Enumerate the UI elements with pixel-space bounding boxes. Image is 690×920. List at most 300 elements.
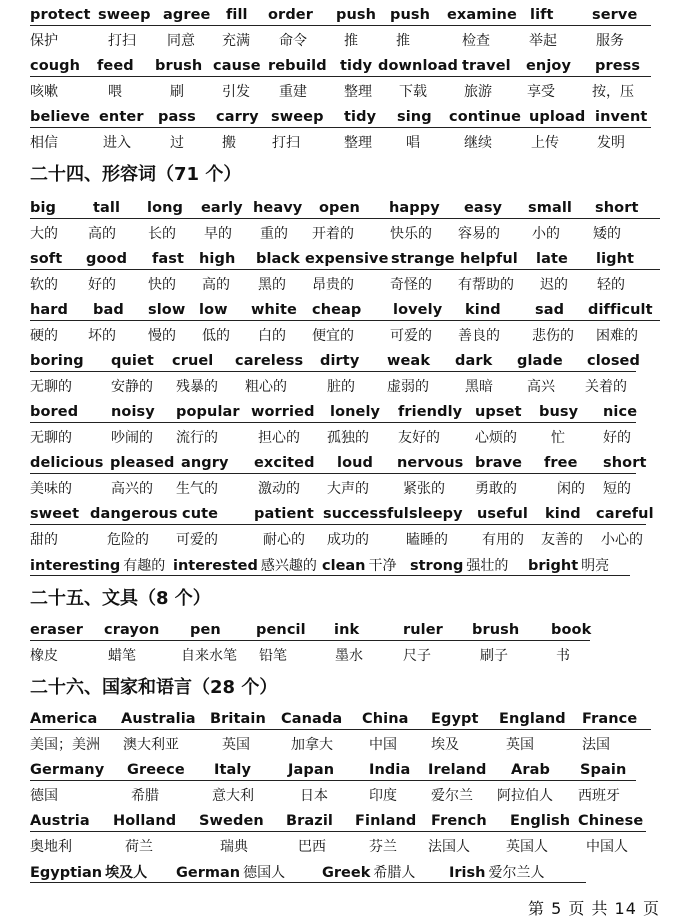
english-word: light bbox=[596, 251, 635, 267]
english-word: quiet bbox=[111, 353, 154, 369]
english-word-row bbox=[0, 4, 690, 26]
english-word: slow bbox=[148, 302, 186, 318]
chinese-meaning: 英国 bbox=[222, 737, 250, 753]
english-word: short bbox=[603, 455, 647, 471]
chinese-meaning: 法国人 bbox=[428, 839, 470, 855]
chinese-meaning: 英国 bbox=[506, 737, 534, 753]
chinese-meaning: 上传 bbox=[531, 135, 559, 151]
english-word: order bbox=[268, 7, 313, 23]
english-word: Germany bbox=[30, 762, 105, 778]
chinese-meaning: 埃及 bbox=[431, 737, 459, 753]
english-word: open bbox=[319, 200, 360, 216]
chinese-meaning: 印度 bbox=[369, 788, 397, 804]
chinese-meaning: 推 bbox=[344, 33, 358, 49]
english-word: Spain bbox=[580, 762, 627, 778]
chinese-meaning: 白的 bbox=[258, 328, 286, 344]
chinese-meaning: 吵闹的 bbox=[111, 430, 153, 446]
chinese-meaning: 下载 bbox=[399, 84, 427, 100]
english-word: Ireland bbox=[428, 762, 487, 778]
chinese-meaning: 充满 bbox=[222, 33, 250, 49]
chinese-meaning: 重的 bbox=[260, 226, 288, 242]
chinese-meaning: 长的 bbox=[148, 226, 176, 242]
chinese-meaning: 高的 bbox=[202, 277, 230, 293]
english-word: tidy bbox=[344, 109, 377, 125]
english-word: eraser bbox=[30, 622, 83, 638]
chinese-meaning: 有帮助的 bbox=[458, 277, 514, 293]
chinese-meaning: 快的 bbox=[148, 277, 176, 293]
english-word: late bbox=[536, 251, 568, 267]
chinese-meaning: 享受 bbox=[527, 84, 555, 100]
chinese-meaning: 成功的 bbox=[327, 532, 369, 548]
english-word: ruler bbox=[403, 622, 443, 638]
english-word: easy bbox=[464, 200, 503, 216]
chinese-meaning: 关着的 bbox=[585, 379, 627, 395]
chinese-meaning: 希腊 bbox=[131, 788, 159, 804]
chinese-meaning: 法国 bbox=[582, 737, 610, 753]
chinese-meaning: 咳嗽 bbox=[30, 84, 58, 100]
english-word: Greek bbox=[322, 865, 371, 881]
chinese-meaning: 高的 bbox=[88, 226, 116, 242]
english-word: Egyptian bbox=[30, 865, 103, 881]
word-pair bbox=[173, 554, 317, 577]
chinese-meaning-row bbox=[0, 785, 690, 807]
page-number: 第 5 页 共 14 页 bbox=[528, 899, 660, 918]
word-pair bbox=[410, 554, 508, 577]
chinese-meaning: 慢的 bbox=[148, 328, 176, 344]
english-word-row bbox=[0, 810, 690, 832]
english-word: cough bbox=[30, 58, 81, 74]
english-word: feed bbox=[97, 58, 134, 74]
chinese-meaning: 德国人 bbox=[243, 865, 286, 881]
chinese-meaning: 迟的 bbox=[540, 277, 568, 293]
english-word: pleased bbox=[110, 455, 175, 471]
english-word: closed bbox=[587, 353, 640, 369]
english-word: book bbox=[551, 622, 592, 638]
english-word-row bbox=[0, 401, 690, 423]
english-word: kind bbox=[545, 506, 581, 522]
english-word: sweep bbox=[271, 109, 324, 125]
chinese-meaning: 荷兰 bbox=[125, 839, 153, 855]
chinese-meaning: 刷 bbox=[170, 84, 184, 100]
chinese-meaning: 希腊人 bbox=[373, 865, 416, 881]
chinese-meaning: 友善的 bbox=[541, 532, 583, 548]
chinese-meaning: 搬 bbox=[222, 135, 236, 151]
chinese-meaning: 蜡笔 bbox=[108, 648, 136, 664]
chinese-meaning: 大声的 bbox=[327, 481, 369, 497]
chinese-meaning: 奥地利 bbox=[30, 839, 72, 855]
english-word: free bbox=[544, 455, 578, 471]
chinese-meaning: 无聊的 bbox=[30, 379, 72, 395]
english-word: Chinese bbox=[578, 813, 644, 829]
chinese-meaning: 闲的 bbox=[557, 481, 585, 497]
english-word: difficult bbox=[588, 302, 653, 318]
english-word: India bbox=[369, 762, 411, 778]
section-heading: 二十四、形容词（71 个） bbox=[30, 164, 242, 185]
english-word: clean bbox=[322, 558, 366, 574]
chinese-meaning: 矮的 bbox=[593, 226, 621, 242]
english-word: small bbox=[528, 200, 572, 216]
chinese-meaning: 重建 bbox=[279, 84, 307, 100]
word-pair bbox=[176, 861, 285, 884]
english-word: enjoy bbox=[526, 58, 572, 74]
chinese-meaning: 硬的 bbox=[30, 328, 58, 344]
english-word: press bbox=[595, 58, 641, 74]
english-word: worried bbox=[251, 404, 315, 420]
english-word: strange bbox=[391, 251, 455, 267]
english-word: cheap bbox=[312, 302, 362, 318]
word-pair bbox=[528, 554, 609, 577]
chinese-meaning: 友好的 bbox=[398, 430, 440, 446]
word-pair bbox=[449, 861, 544, 884]
chinese-meaning: 巴西 bbox=[298, 839, 326, 855]
chinese-meaning: 担心的 bbox=[258, 430, 300, 446]
chinese-meaning: 中国 bbox=[369, 737, 397, 753]
chinese-meaning: 自来水笔 bbox=[181, 648, 237, 664]
english-word: black bbox=[256, 251, 300, 267]
chinese-meaning: 阿拉伯人 bbox=[497, 788, 553, 804]
chinese-meaning: 芬兰 bbox=[369, 839, 397, 855]
chinese-meaning: 坏的 bbox=[88, 328, 116, 344]
english-word: pencil bbox=[256, 622, 306, 638]
english-word: sing bbox=[397, 109, 432, 125]
english-word: push bbox=[390, 7, 431, 23]
english-word-row bbox=[0, 708, 690, 730]
word-pair bbox=[30, 554, 165, 577]
chinese-meaning: 紧张的 bbox=[403, 481, 445, 497]
english-word: early bbox=[201, 200, 243, 216]
chinese-meaning: 昂贵的 bbox=[312, 277, 354, 293]
chinese-meaning-row bbox=[0, 376, 690, 398]
english-word: English bbox=[510, 813, 571, 829]
chinese-meaning: 高兴 bbox=[527, 379, 555, 395]
english-word: bored bbox=[30, 404, 79, 420]
english-word: busy bbox=[539, 404, 579, 420]
chinese-meaning: 澳大利亚 bbox=[123, 737, 179, 753]
chinese-meaning: 善良的 bbox=[458, 328, 500, 344]
english-word: China bbox=[362, 711, 409, 727]
english-word-row bbox=[0, 197, 690, 219]
chinese-meaning: 无聊的 bbox=[30, 430, 72, 446]
english-word: pen bbox=[190, 622, 221, 638]
chinese-meaning: 命令 bbox=[279, 33, 307, 49]
chinese-meaning: 打扫 bbox=[272, 135, 300, 151]
english-word: America bbox=[30, 711, 98, 727]
chinese-meaning-row bbox=[0, 274, 690, 296]
chinese-meaning: 软的 bbox=[30, 277, 58, 293]
english-word: patient bbox=[254, 506, 314, 522]
chinese-meaning: 低的 bbox=[202, 328, 230, 344]
english-word: dark bbox=[455, 353, 493, 369]
chinese-meaning-row bbox=[0, 478, 690, 500]
english-word: enter bbox=[99, 109, 144, 125]
chinese-meaning: 埃及人 bbox=[105, 865, 148, 881]
chinese-meaning: 困难的 bbox=[596, 328, 638, 344]
english-word: excited bbox=[254, 455, 315, 471]
chinese-meaning: 黑暗 bbox=[465, 379, 493, 395]
english-word: serve bbox=[592, 7, 638, 23]
english-word: happy bbox=[389, 200, 440, 216]
english-word: hard bbox=[30, 302, 69, 318]
chinese-meaning: 高兴的 bbox=[111, 481, 153, 497]
english-word: protect bbox=[30, 7, 91, 23]
chinese-meaning: 孤独的 bbox=[327, 430, 369, 446]
chinese-meaning: 检查 bbox=[462, 33, 490, 49]
chinese-meaning: 西班牙 bbox=[578, 788, 620, 804]
english-word-row bbox=[0, 503, 690, 525]
chinese-meaning: 好的 bbox=[603, 430, 631, 446]
english-word-row bbox=[0, 759, 690, 781]
chinese-meaning-row bbox=[0, 836, 690, 858]
chinese-meaning-row bbox=[0, 132, 690, 154]
english-word: England bbox=[499, 711, 566, 727]
english-word: believe bbox=[30, 109, 90, 125]
english-word: travel bbox=[462, 58, 511, 74]
english-word: push bbox=[336, 7, 377, 23]
chinese-meaning: 奇怪的 bbox=[390, 277, 432, 293]
chinese-meaning: 黑的 bbox=[258, 277, 286, 293]
chinese-meaning: 同意 bbox=[167, 33, 195, 49]
chinese-meaning: 美国；美洲 bbox=[30, 737, 100, 753]
english-word: kind bbox=[465, 302, 501, 318]
chinese-meaning: 早的 bbox=[204, 226, 232, 242]
chinese-meaning: 瑞典 bbox=[220, 839, 248, 855]
english-word: fill bbox=[226, 7, 248, 23]
chinese-meaning: 开着的 bbox=[312, 226, 354, 242]
chinese-meaning: 强壮的 bbox=[466, 558, 509, 574]
english-word: strong bbox=[410, 558, 464, 574]
english-word-row bbox=[0, 619, 690, 641]
chinese-meaning: 保护 bbox=[30, 33, 58, 49]
english-word: agree bbox=[163, 7, 211, 23]
chinese-meaning: 明亮 bbox=[581, 558, 610, 574]
english-word: sad bbox=[535, 302, 565, 318]
english-word: cruel bbox=[172, 353, 214, 369]
chinese-meaning: 勇敢的 bbox=[475, 481, 517, 497]
chinese-meaning: 危险的 bbox=[107, 532, 149, 548]
english-word: Britain bbox=[210, 711, 266, 727]
english-word: interesting bbox=[30, 558, 121, 574]
english-word: heavy bbox=[253, 200, 303, 216]
word-pair bbox=[322, 861, 415, 884]
chinese-meaning: 轻的 bbox=[597, 277, 625, 293]
chinese-meaning: 可爱的 bbox=[390, 328, 432, 344]
english-word: upload bbox=[529, 109, 586, 125]
english-word: soft bbox=[30, 251, 63, 267]
english-word: careless bbox=[235, 353, 304, 369]
chinese-meaning: 继续 bbox=[464, 135, 492, 151]
chinese-meaning: 喂 bbox=[108, 84, 122, 100]
chinese-meaning: 铅笔 bbox=[259, 648, 287, 664]
chinese-meaning: 爱尔兰 bbox=[431, 788, 473, 804]
english-word: Austria bbox=[30, 813, 90, 829]
chinese-meaning: 英国人 bbox=[506, 839, 548, 855]
chinese-meaning-row bbox=[0, 529, 690, 551]
chinese-meaning: 有用的 bbox=[482, 532, 524, 548]
chinese-meaning: 整理 bbox=[344, 135, 372, 151]
english-word: dirty bbox=[320, 353, 360, 369]
english-word: examine bbox=[447, 7, 517, 23]
english-word: successful bbox=[323, 506, 409, 522]
chinese-meaning: 小心的 bbox=[601, 532, 643, 548]
english-word: upset bbox=[475, 404, 522, 420]
chinese-meaning: 相信 bbox=[30, 135, 58, 151]
chinese-meaning-row bbox=[0, 81, 690, 103]
chinese-meaning: 旅游 bbox=[464, 84, 492, 100]
english-word: Brazil bbox=[286, 813, 333, 829]
chinese-meaning: 日本 bbox=[300, 788, 328, 804]
english-word: brave bbox=[475, 455, 523, 471]
english-word: Italy bbox=[214, 762, 252, 778]
english-word: bright bbox=[528, 558, 579, 574]
chinese-meaning: 刷子 bbox=[480, 648, 508, 664]
english-word: Sweden bbox=[199, 813, 264, 829]
english-word: glade bbox=[517, 353, 563, 369]
english-word: boring bbox=[30, 353, 84, 369]
chinese-meaning: 引发 bbox=[222, 84, 250, 100]
english-word: white bbox=[251, 302, 297, 318]
chinese-meaning: 流行的 bbox=[176, 430, 218, 446]
chinese-meaning-row bbox=[0, 223, 690, 245]
english-word: Holland bbox=[113, 813, 177, 829]
english-word: Canada bbox=[281, 711, 343, 727]
chinese-meaning: 残暴的 bbox=[176, 379, 218, 395]
english-word: lift bbox=[530, 7, 554, 23]
chinese-meaning: 整理 bbox=[344, 84, 372, 100]
english-word: nervous bbox=[397, 455, 464, 471]
chinese-meaning: 加拿大 bbox=[291, 737, 333, 753]
chinese-meaning-row bbox=[0, 645, 690, 667]
english-word: bad bbox=[93, 302, 124, 318]
chinese-meaning: 短的 bbox=[603, 481, 631, 497]
english-word: high bbox=[199, 251, 236, 267]
english-word: fast bbox=[152, 251, 185, 267]
english-word: Arab bbox=[511, 762, 550, 778]
chinese-meaning: 书 bbox=[556, 648, 570, 664]
chinese-meaning: 发明 bbox=[597, 135, 625, 151]
chinese-meaning-row bbox=[0, 325, 690, 347]
chinese-meaning: 好的 bbox=[88, 277, 116, 293]
word-pair bbox=[30, 861, 147, 884]
chinese-meaning: 爱尔兰人 bbox=[488, 865, 545, 881]
english-word-row bbox=[0, 55, 690, 77]
english-word: cute bbox=[182, 506, 219, 522]
mixed-word-row bbox=[0, 554, 690, 576]
english-word: Greece bbox=[127, 762, 185, 778]
english-word: invent bbox=[595, 109, 648, 125]
english-word: long bbox=[147, 200, 184, 216]
english-word: sleepy bbox=[409, 506, 463, 522]
chinese-meaning: 耐心的 bbox=[263, 532, 305, 548]
chinese-meaning: 德国 bbox=[30, 788, 58, 804]
english-word: big bbox=[30, 200, 57, 216]
english-word: Egypt bbox=[431, 711, 479, 727]
word-pair bbox=[322, 554, 397, 577]
english-word: cause bbox=[213, 58, 261, 74]
chinese-meaning-row bbox=[0, 30, 690, 52]
english-word: popular bbox=[176, 404, 240, 420]
english-word: Finland bbox=[355, 813, 417, 829]
english-word: Irish bbox=[449, 865, 486, 881]
english-word: sweet bbox=[30, 506, 80, 522]
english-word: useful bbox=[477, 506, 528, 522]
chinese-meaning: 服务 bbox=[596, 33, 624, 49]
chinese-meaning: 过 bbox=[170, 135, 184, 151]
chinese-meaning: 按，压 bbox=[592, 84, 634, 100]
english-word: Australia bbox=[121, 711, 196, 727]
chinese-meaning: 进入 bbox=[103, 135, 131, 151]
english-word: angry bbox=[181, 455, 229, 471]
chinese-meaning: 推 bbox=[396, 33, 410, 49]
english-word: France bbox=[582, 711, 638, 727]
chinese-meaning: 有趣的 bbox=[123, 558, 166, 574]
english-word: French bbox=[431, 813, 487, 829]
english-word: download bbox=[378, 58, 458, 74]
chinese-meaning: 橡皮 bbox=[30, 648, 58, 664]
english-word: short bbox=[595, 200, 639, 216]
english-word: lovely bbox=[393, 302, 443, 318]
english-word: good bbox=[86, 251, 128, 267]
chinese-meaning: 墨水 bbox=[335, 648, 363, 664]
chinese-meaning: 粗心的 bbox=[245, 379, 287, 395]
english-word: brush bbox=[155, 58, 203, 74]
english-word-row bbox=[0, 106, 690, 128]
chinese-meaning: 忙 bbox=[551, 430, 565, 446]
english-word: continue bbox=[449, 109, 522, 125]
english-word: interested bbox=[173, 558, 258, 574]
chinese-meaning: 感兴趣的 bbox=[260, 558, 317, 574]
english-word: noisy bbox=[111, 404, 155, 420]
chinese-meaning: 唱 bbox=[406, 135, 420, 151]
chinese-meaning: 小的 bbox=[532, 226, 560, 242]
section-heading: 二十五、文具（8 个） bbox=[30, 588, 211, 609]
english-word: tidy bbox=[340, 58, 373, 74]
english-word: sweep bbox=[98, 7, 151, 23]
chinese-meaning-row bbox=[0, 734, 690, 756]
english-word: brush bbox=[472, 622, 520, 638]
english-word: dangerous bbox=[90, 506, 178, 522]
chinese-meaning: 快乐的 bbox=[390, 226, 432, 242]
chinese-meaning: 便宜的 bbox=[312, 328, 354, 344]
chinese-meaning: 打扫 bbox=[108, 33, 136, 49]
english-word: Japan bbox=[288, 762, 335, 778]
chinese-meaning: 美味的 bbox=[30, 481, 72, 497]
english-word-row bbox=[0, 248, 690, 270]
english-word: German bbox=[176, 865, 241, 881]
english-word: pass bbox=[158, 109, 196, 125]
english-word: helpful bbox=[460, 251, 518, 267]
chinese-meaning: 举起 bbox=[529, 33, 557, 49]
english-word-row bbox=[0, 452, 690, 474]
chinese-meaning: 脏的 bbox=[327, 379, 355, 395]
english-word: friendly bbox=[398, 404, 463, 420]
chinese-meaning: 干净 bbox=[368, 558, 397, 574]
english-word: careful bbox=[596, 506, 654, 522]
english-word: loud bbox=[337, 455, 374, 471]
chinese-meaning: 虚弱的 bbox=[387, 379, 429, 395]
english-word: ink bbox=[334, 622, 360, 638]
english-word: delicious bbox=[30, 455, 104, 471]
chinese-meaning: 生气的 bbox=[176, 481, 218, 497]
chinese-meaning-row bbox=[0, 427, 690, 449]
english-word: low bbox=[199, 302, 228, 318]
english-word-row bbox=[0, 299, 690, 321]
english-word: crayon bbox=[104, 622, 160, 638]
chinese-meaning: 容易的 bbox=[458, 226, 500, 242]
english-word: lonely bbox=[330, 404, 381, 420]
chinese-meaning: 中国人 bbox=[586, 839, 628, 855]
english-word: rebuild bbox=[268, 58, 327, 74]
chinese-meaning: 大的 bbox=[30, 226, 58, 242]
